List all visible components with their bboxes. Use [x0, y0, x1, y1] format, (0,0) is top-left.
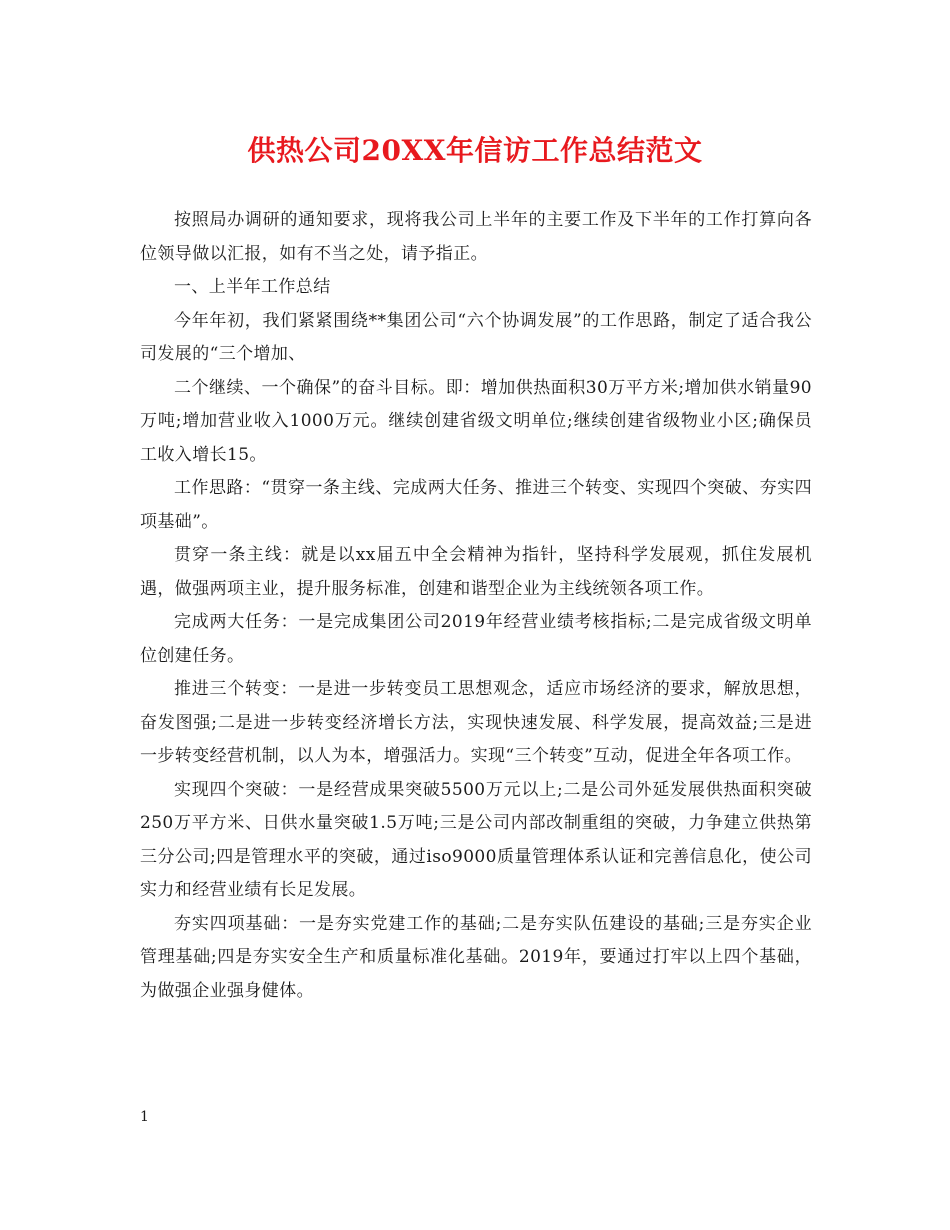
section-heading: 一、上半年工作总结: [174, 277, 331, 297]
paragraph: 推进三个转变：一是进一步转变员工思想观念，适应市场经济的要求，解放思想，奋发图强;二是进一步转变经济增长方法，实现快速发展、科学发展，提高效益;三是进一步转变经营机制，以人为本，增强活力。实现“三个转变”互动，促进全年各项工作。: [140, 679, 812, 766]
document-body: [140, 204, 812, 1008]
paragraph: 实现四个突破：一是经营成果突破5500万元以上;二是公司外延发展供热面积突破250万平方米、日供水量突破1.5万吨;三是公司内部改制重组的突破，力争建立供热第三分公司;四是管理水平的突破，通过iso9000质量管理体系认证和完善信息化，使公司实力和经营业绩有长足发展。: [140, 779, 812, 900]
paragraph: 夯实四项基础：一是夯实党建工作的基础;二是夯实队伍建设的基础;三是夯实企业管理基础;四是夯实安全生产和质量标准化基础。2019年，要通过打牢以上四个基础，为做强企业强身健体。: [140, 913, 812, 1001]
paragraph: 今年年初，我们紧紧围绕**集团公司“六个协调发展”的工作思路，制定了适合我公司发展的“三个增加、: [140, 310, 812, 364]
page-number: 1: [140, 1109, 149, 1125]
paragraph: 完成两大任务：一是完成集团公司2019年经营业绩考核指标;二是完成省级文明单位创建任务。: [140, 612, 812, 666]
paragraph: 贯穿一条主线：就是以xx届五中全会精神为指针，坚持科学发展观，抓住发展机遇，做强两项主业，提升服务标准，创建和谐型企业为主线统领各项工作。: [140, 545, 812, 599]
paragraph-intro: 按照局办调研的通知要求，现将我公司上半年的主要工作及下半年的工作打算向各位领导做以汇报，如有不当之处，请予指正。: [140, 210, 812, 264]
document-title: 供热公司20XX年信访工作总结范文: [247, 134, 703, 167]
paragraph: 工作思路：“贯穿一条主线、完成两大任务、推进三个转变、实现四个突破、夯实四项基础”。: [140, 478, 812, 532]
paragraph: 二个继续、一个确保”的奋斗目标。即：增加供热面积30万平方米;增加供水销量90万吨;增加营业收入1000万元。继续创建省级文明单位;继续创建省级物业小区;确保员工收入增长15。: [140, 377, 812, 465]
